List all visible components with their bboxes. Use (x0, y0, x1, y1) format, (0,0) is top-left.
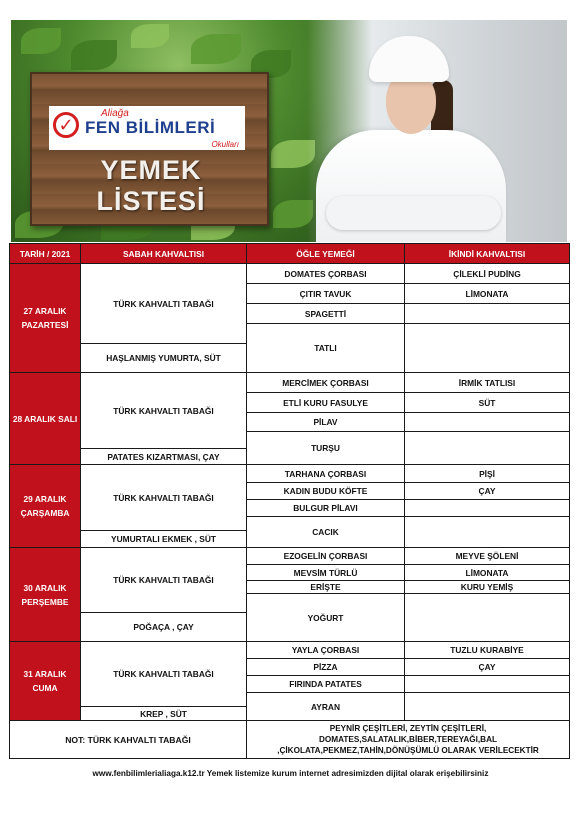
date-cell: 31 ARALIK CUMA (10, 642, 81, 721)
snack-item: KURU YEMİŞ (405, 581, 570, 594)
menu-table (9, 243, 570, 759)
lunch-item: ERİŞTE (247, 581, 405, 594)
snack-item (405, 676, 570, 693)
breakfast-cell: YUMURTALI EKMEK , SÜT (81, 531, 247, 548)
note-text: PEYNİR ÇEŞİTLERİ, ZEYTİN ÇEŞİTLERİ, DOMATES,SALATALIK,BİBER,TEREYAĞI,BAL ,ÇİKOLATA,PEKMEZ,TAHİN,DÖNÜŞÜMLÜ OLARAK VERİLECEKTİR (247, 721, 570, 759)
snack-item: SÜT (405, 393, 570, 413)
lunch-item: TARHANA ÇORBASI (247, 465, 405, 483)
lunch-item: TURŞU (247, 432, 405, 465)
header-banner (11, 20, 567, 242)
breakfast-cell: TÜRK KAHVALTI TABAĞI (81, 373, 247, 449)
table-row (10, 264, 570, 284)
snack-item (405, 432, 570, 465)
date-cell: 28 ARALIK SALI (10, 373, 81, 465)
lunch-item: PİLAV (247, 413, 405, 432)
chef-crossed-arms (326, 196, 501, 230)
school-logo (49, 106, 245, 150)
lunch-item: KADIN BUDU KÖFTE (247, 483, 405, 500)
breakfast-cell: KREP , SÜT (81, 707, 247, 721)
snack-item: İRMİK TATLISI (405, 373, 570, 393)
snack-item (405, 500, 570, 517)
logo-name: FEN BİLİMLERİ (85, 118, 216, 137)
lunch-item: YAYLA ÇORBASI (247, 642, 405, 659)
lunch-item: EZOGELİN ÇORBASI (247, 548, 405, 565)
snack-item (405, 693, 570, 721)
snack-item (405, 517, 570, 548)
lunch-item: MERCİMEK ÇORBASI (247, 373, 405, 393)
date-cell: 30 ARALIK PERŞEMBE (10, 548, 81, 642)
leaf-decoration (21, 28, 61, 54)
lunch-item: TATLI (247, 324, 405, 373)
lunch-item: BULGUR PİLAVI (247, 500, 405, 517)
snack-item (405, 324, 570, 373)
leaf-decoration (191, 34, 241, 64)
snack-item (405, 413, 570, 432)
table-row (10, 548, 570, 565)
snack-item: PİŞİ (405, 465, 570, 483)
date-cell: 27 ARALIK PAZARTESİ (10, 264, 81, 373)
note-row (10, 721, 570, 759)
header-date: TARİH / 2021 (10, 244, 81, 264)
lunch-item: ETLİ KURU FASULYE (247, 393, 405, 413)
breakfast-cell: HAŞLANMIŞ YUMURTA, SÜT (81, 344, 247, 373)
table-row (10, 465, 570, 483)
lunch-item: AYRAN (247, 693, 405, 721)
breakfast-cell: TÜRK KAHVALTI TABAĞI (81, 465, 247, 531)
snack-item (405, 304, 570, 324)
lunch-item: CACIK (247, 517, 405, 548)
lunch-item: SPAGETTİ (247, 304, 405, 324)
note-label: NOT: TÜRK KAHVALTI TABAĞI (10, 721, 247, 759)
menu-title: YEMEK LİSTESİ (96, 155, 206, 216)
table-row (10, 642, 570, 659)
header-breakfast: SABAH KAHVALTISI (81, 244, 247, 264)
table-header-row (10, 244, 570, 264)
snack-item: ÇAY (405, 483, 570, 500)
snack-item: LİMONATA (405, 284, 570, 304)
breakfast-cell: TÜRK KAHVALTI TABAĞI (81, 264, 247, 344)
lunch-item: DOMATES ÇORBASI (247, 264, 405, 284)
lunch-item: FIRINDA PATATES (247, 676, 405, 693)
header-lunch: ÖĞLE YEMEĞİ (247, 244, 405, 264)
leaf-decoration (71, 40, 117, 70)
lunch-item: PİZZA (247, 659, 405, 676)
header-snack: İKİNDİ KAHVALTISI (405, 244, 570, 264)
lunch-item: MEVSİM TÜRLÜ (247, 565, 405, 581)
breakfast-cell: POĞAÇA , ÇAY (81, 613, 247, 642)
snack-item (405, 594, 570, 642)
snack-item: LİMONATA (405, 565, 570, 581)
footer-text: www.fenbilimlerialiaga.k12.tr Yemek listemize kurum internet adresimizden dijital olarak erişebilirsiniz (92, 769, 489, 778)
breakfast-cell: PATATES KIZARTMASI, ÇAY (81, 449, 247, 465)
snack-item: MEYVE ŞÖLENİ (405, 548, 570, 565)
leaf-decoration (131, 24, 169, 48)
date-cell: 29 ARALIK ÇARŞAMBA (10, 465, 81, 548)
snack-item: TUZLU KURABİYE (405, 642, 570, 659)
breakfast-cell: TÜRK KAHVALTI TABAĞI (81, 548, 247, 613)
snack-item: ÇİLEKLİ PUDİNG (405, 264, 570, 284)
table-row (10, 373, 570, 393)
snack-item: ÇAY (405, 659, 570, 676)
logo-subtitle: Okulları (211, 140, 239, 149)
check-logo-icon: ✓ (53, 112, 79, 138)
lunch-item: YOĞURT (247, 594, 405, 642)
logo-town: Aliağa (101, 108, 129, 119)
breakfast-cell: TÜRK KAHVALTI TABAĞI (81, 642, 247, 707)
lunch-item: ÇITIR TAVUK (247, 284, 405, 304)
